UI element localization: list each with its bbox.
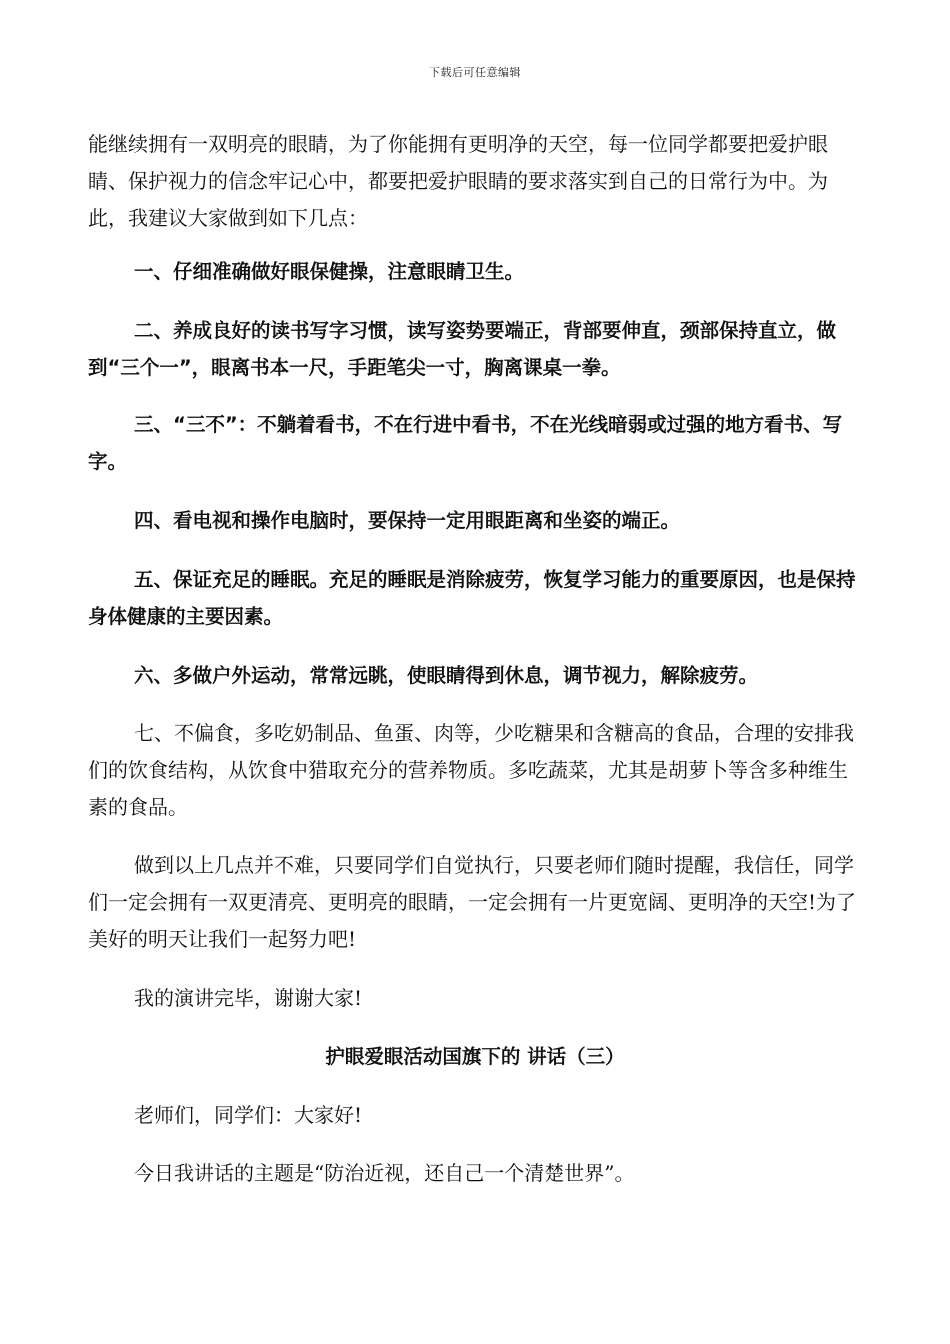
point-five: 五、保证充足的睡眠。充足的睡眠是消除疲劳，恢复学习能力的重要原因，也是保持身体健康的主要因素。 bbox=[88, 568, 856, 628]
point-seven: 七、不偏食，多吃奶制品、鱼蛋、肉等，少吃糖果和含糖高的食品，合理的安排我们的饮食结构，从饮食中猎取充分的营养物质。多吃蔬菜，尤其是胡萝卜等含多种维生素的食品。 bbox=[88, 721, 854, 819]
conclusion-paragraph: 做到以上几点并不难，只要同学们自觉执行，只要老师们随时提醒，我信任，同学们一定会拥有一双更清亮、更明亮的眼睛，一定会拥有一片更宽阔、更明净的天空!为了美好的明天让我们一起努力吧! bbox=[88, 853, 857, 951]
point-three: 三、“三不”：不躺着看书，不在行进中看书，不在光线暗弱或过强的地方看书、写字。 bbox=[88, 413, 843, 473]
intro-paragraph: 能继续拥有一双明亮的眼睛，为了你能拥有更明净的天空，每一位同学都要把爱护眼睛、保护视力的信念牢记心中，都要把爱护眼睛的要求落实到自己的日常行为中。为此，我建议大家做到如下几点： bbox=[88, 132, 828, 230]
point-four: 四、看电视和操作电脑时，要保持一定用眼距离和坐姿的端正。 bbox=[134, 509, 681, 532]
greeting-line: 老师们，同学们：大家好! bbox=[134, 1103, 363, 1127]
closing-line: 我的演讲完毕，谢谢大家! bbox=[134, 986, 363, 1010]
point-six: 六、多做户外运动，常常远眺，使眼睛得到休息，调节视力，解除疲劳。 bbox=[134, 664, 759, 687]
section-title: 护眼爱眼活动国旗下的 讲话（三） bbox=[325, 1045, 625, 1068]
point-two: 二、养成良好的读书写字习惯，读写姿势要端正，背部要伸直，颈部保持直立，做到“三个一”，眼离书本一尺，手距笔尖一寸，胸离课桌一拳。 bbox=[88, 319, 837, 379]
page-header: 下载后可任意编辑 bbox=[429, 66, 521, 79]
topic-line: 今日我讲话的主题是“防治近视，还自己一个清楚世界”。 bbox=[134, 1161, 635, 1185]
point-one: 一、仔细准确做好眼保健操，注意眼睛卫生。 bbox=[134, 260, 525, 283]
